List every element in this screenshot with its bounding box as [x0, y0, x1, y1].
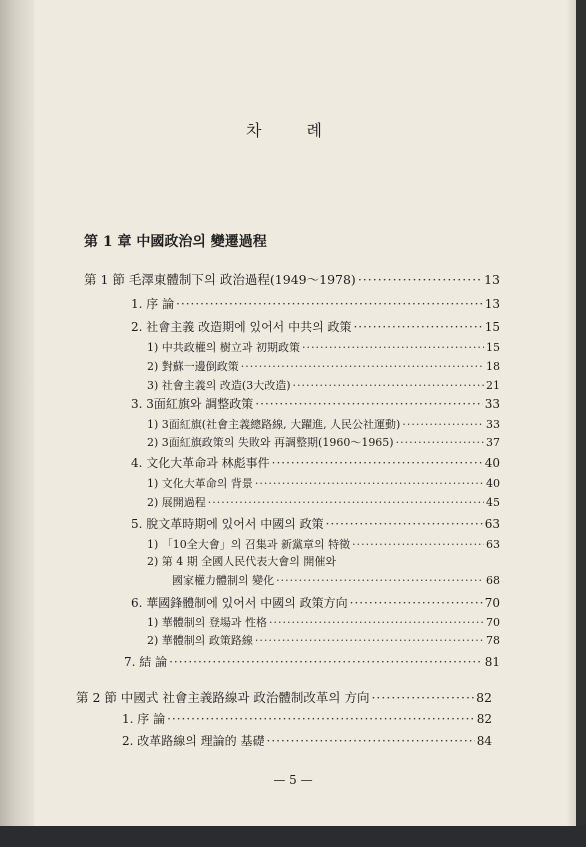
entry-label: 2) 3面紅旗政策의 失敗와 再調整期(1960～1965)	[147, 436, 394, 449]
leader-dots	[208, 496, 484, 509]
chapter-heading	[84, 231, 267, 251]
toc-entry	[147, 536, 500, 552]
chapter-label: 第 1 章 中國政治의 變遷過程	[84, 234, 267, 250]
entry-label: 2) 對蘇一邊倒政策	[147, 360, 239, 373]
entry-label: 4. 文化大革命과 林彪事件	[131, 456, 270, 470]
leader-dots	[293, 379, 485, 392]
leader-dots	[255, 397, 482, 411]
entry-label: 2. 社會主義 改造期에 있어서 中共의 政策	[131, 320, 352, 334]
entry-label: 1) 「10全大會」의 召集과 新黨章의 特徵	[147, 538, 351, 551]
leader-dots	[276, 574, 484, 587]
entry-label: 第 1 節 毛澤東體制下의 政治過程(1949～1978)	[84, 272, 356, 287]
entry-label: 1. 序 論	[122, 712, 166, 726]
leader-dots	[402, 418, 484, 431]
toc-entry	[147, 553, 500, 569]
entry-label: 1) 3面紅旗(社會主義總路線, 大躍進, 人民公社運動)	[147, 418, 401, 431]
toc-entry	[147, 494, 500, 510]
toc-entry	[131, 515, 500, 532]
leader-dots	[371, 690, 474, 705]
entry-page: 82	[476, 712, 492, 726]
toc-entry	[122, 710, 492, 727]
leader-dots	[350, 596, 483, 610]
entry-label: 7. 結 論	[124, 655, 168, 669]
entry-label: 2) 第 4 期 全國人民代表大會의 開催와	[147, 555, 337, 568]
toc-entry	[147, 614, 500, 630]
entry-page: 13	[484, 272, 500, 287]
leader-dots	[267, 734, 475, 748]
entry-page: 70	[484, 596, 500, 610]
entry-page: 33	[484, 397, 500, 411]
toc-entry	[147, 377, 500, 393]
toc-entry	[147, 632, 500, 648]
entry-page: 18	[486, 360, 500, 373]
toc-entry	[172, 572, 500, 588]
leader-dots	[241, 360, 484, 373]
leader-dots	[269, 616, 484, 629]
leader-dots	[255, 634, 484, 647]
entry-page: 63	[484, 517, 500, 531]
leader-dots	[302, 341, 484, 354]
leader-dots	[167, 712, 475, 726]
leader-dots	[396, 436, 484, 449]
toc-entry	[147, 416, 500, 432]
entry-label: 3) 社會主義의 改造(3大改造)	[147, 379, 291, 392]
toc-entry	[131, 594, 500, 611]
toc-entry	[131, 454, 500, 471]
entry-label: 1) 中共政權의 樹立과 初期政策	[147, 341, 301, 354]
entry-page: 15	[484, 320, 500, 334]
toc-entry	[147, 434, 500, 450]
entry-page: 63	[486, 538, 500, 551]
entry-page: 70	[486, 616, 500, 629]
leader-dots	[358, 272, 482, 287]
entry-label: 國家權力體制의 變化	[172, 574, 275, 587]
entry-page: 78	[486, 634, 500, 647]
entry-page: 82	[476, 690, 492, 705]
page-gutter	[0, 0, 34, 826]
leader-dots	[255, 477, 484, 490]
entry-label: 1. 序 論	[131, 297, 175, 311]
leader-dots	[352, 538, 484, 551]
leader-dots	[353, 320, 482, 334]
entry-page: 15	[486, 341, 500, 354]
entry-page: 37	[486, 436, 500, 449]
entry-label: 2) 華體制의 政策路線	[147, 634, 253, 647]
toc-entry-section-1	[84, 270, 500, 288]
entry-label: 3. 3面紅旗와 調整政策	[131, 397, 254, 411]
entry-page: 81	[484, 655, 500, 669]
leader-dots	[326, 517, 483, 531]
entry-page: 68	[486, 574, 500, 587]
entry-label: 2) 展開過程	[147, 496, 206, 509]
toc-entry	[124, 653, 500, 670]
toc-title: 차 례	[246, 121, 322, 140]
entry-page: 84	[476, 734, 492, 748]
entry-label: 6. 華國鋒體制에 있어서 中國의 政策方向	[131, 596, 348, 610]
toc-entry	[147, 475, 500, 491]
entry-label: 1) 華體制의 登場과 性格	[147, 616, 268, 629]
leader-dots	[272, 456, 483, 470]
entry-page: 45	[486, 496, 500, 509]
toc-entry	[131, 395, 500, 412]
entry-label: 1) 文化大革命의 背景	[147, 477, 253, 490]
book-cover-edge	[0, 826, 586, 847]
entry-page: 21	[486, 379, 500, 392]
page-edge	[566, 0, 576, 826]
entry-page: 33	[486, 418, 500, 431]
leader-dots	[169, 655, 483, 669]
entry-page: 40	[486, 477, 500, 490]
entry-page: 40	[484, 456, 500, 470]
entry-label: 5. 脫文革時期에 있어서 中國의 政策	[131, 517, 324, 531]
page-number: — 5 —	[273, 773, 313, 787]
toc-entry-section-2	[76, 688, 492, 706]
toc-entry	[122, 732, 492, 749]
leader-dots	[176, 297, 483, 311]
entry-label: 2. 改革路線의 理論的 基礎	[122, 734, 265, 748]
toc-entry	[131, 295, 500, 312]
toc-entry	[131, 318, 500, 335]
toc-entry	[147, 339, 500, 355]
entry-page: 13	[484, 297, 500, 311]
entry-label: 第 2 節 中國式 社會主義路線과 政治體制改革의 方向	[76, 690, 370, 705]
toc-entry	[147, 358, 500, 374]
